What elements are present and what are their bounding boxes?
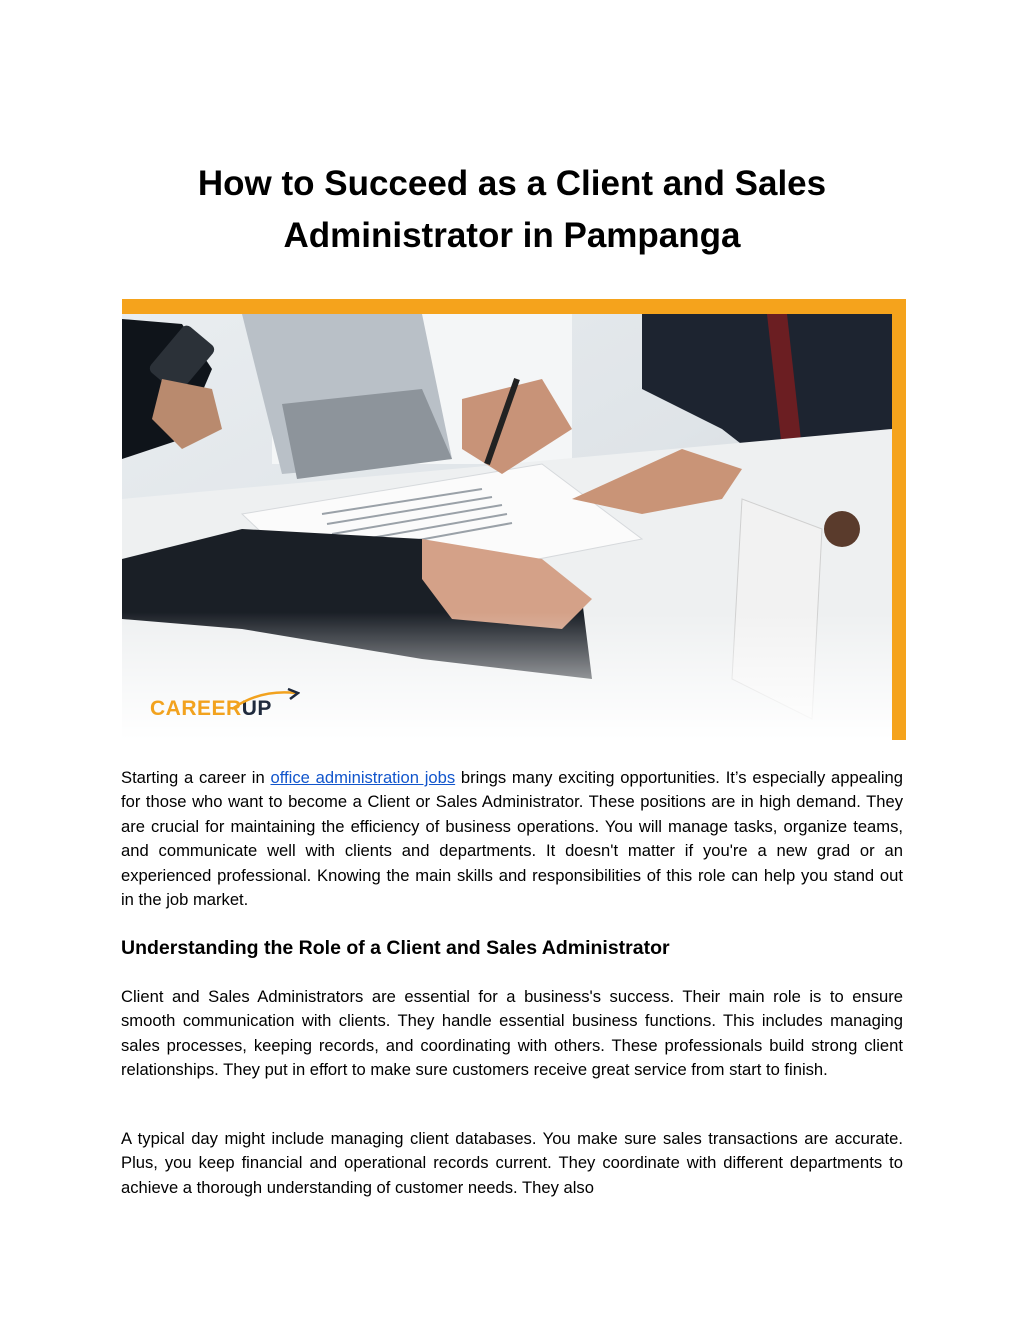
logo-text-up: UP bbox=[241, 697, 272, 720]
page-title bbox=[0, 158, 1024, 262]
title-line-2: Administrator in Pampanga bbox=[283, 216, 741, 255]
office-administration-jobs-link[interactable]: office administration jobs bbox=[270, 768, 456, 787]
intro-paragraph bbox=[121, 766, 903, 912]
intro-text-before-link: Starting a career in bbox=[121, 768, 271, 787]
title-line-1: How to Succeed as a Client and Sales bbox=[197, 164, 827, 203]
hero-photo-illustration bbox=[122, 299, 906, 740]
careerup-logo bbox=[150, 697, 272, 721]
logo-swoosh-icon bbox=[230, 687, 300, 717]
paragraph-role: Client and Sales Administrators are essential for a business's success. Their main role is to ensure smooth communication with clients. They handle essential business functions. This includes managing sales processes, keeping records, and coordinating with others. These professionals build strong client relationships. They put in effort to make sure customers receive great service from start to finish. bbox=[121, 987, 903, 1080]
paragraph-typical-day: A typical day might include managing client databases. You make sure sales transactions are accurate. Plus, you keep financial and operational records current. They coordinate with different departments to achieve a thorough understanding of customer needs. They also bbox=[121, 1129, 903, 1197]
intro-text-after-link: brings many exciting opportunities. It’s especially appealing for those who want to become a Client or Sales Administrator. These positions are in high demand. They are crucial for maintaining the efficiency of business operations. You will manage tasks, organize teams, and communicate well with clients and departments. It doesn't matter if you're a new grad or an experienced professional. Knowing the main skills and responsibilities of this role can help you stand out in the job market. bbox=[121, 768, 903, 910]
hero-image bbox=[122, 299, 906, 740]
section-heading: Understanding the Role of a Client and Sales Administrator bbox=[121, 937, 670, 959]
logo-text-career: CAREER bbox=[150, 697, 242, 720]
